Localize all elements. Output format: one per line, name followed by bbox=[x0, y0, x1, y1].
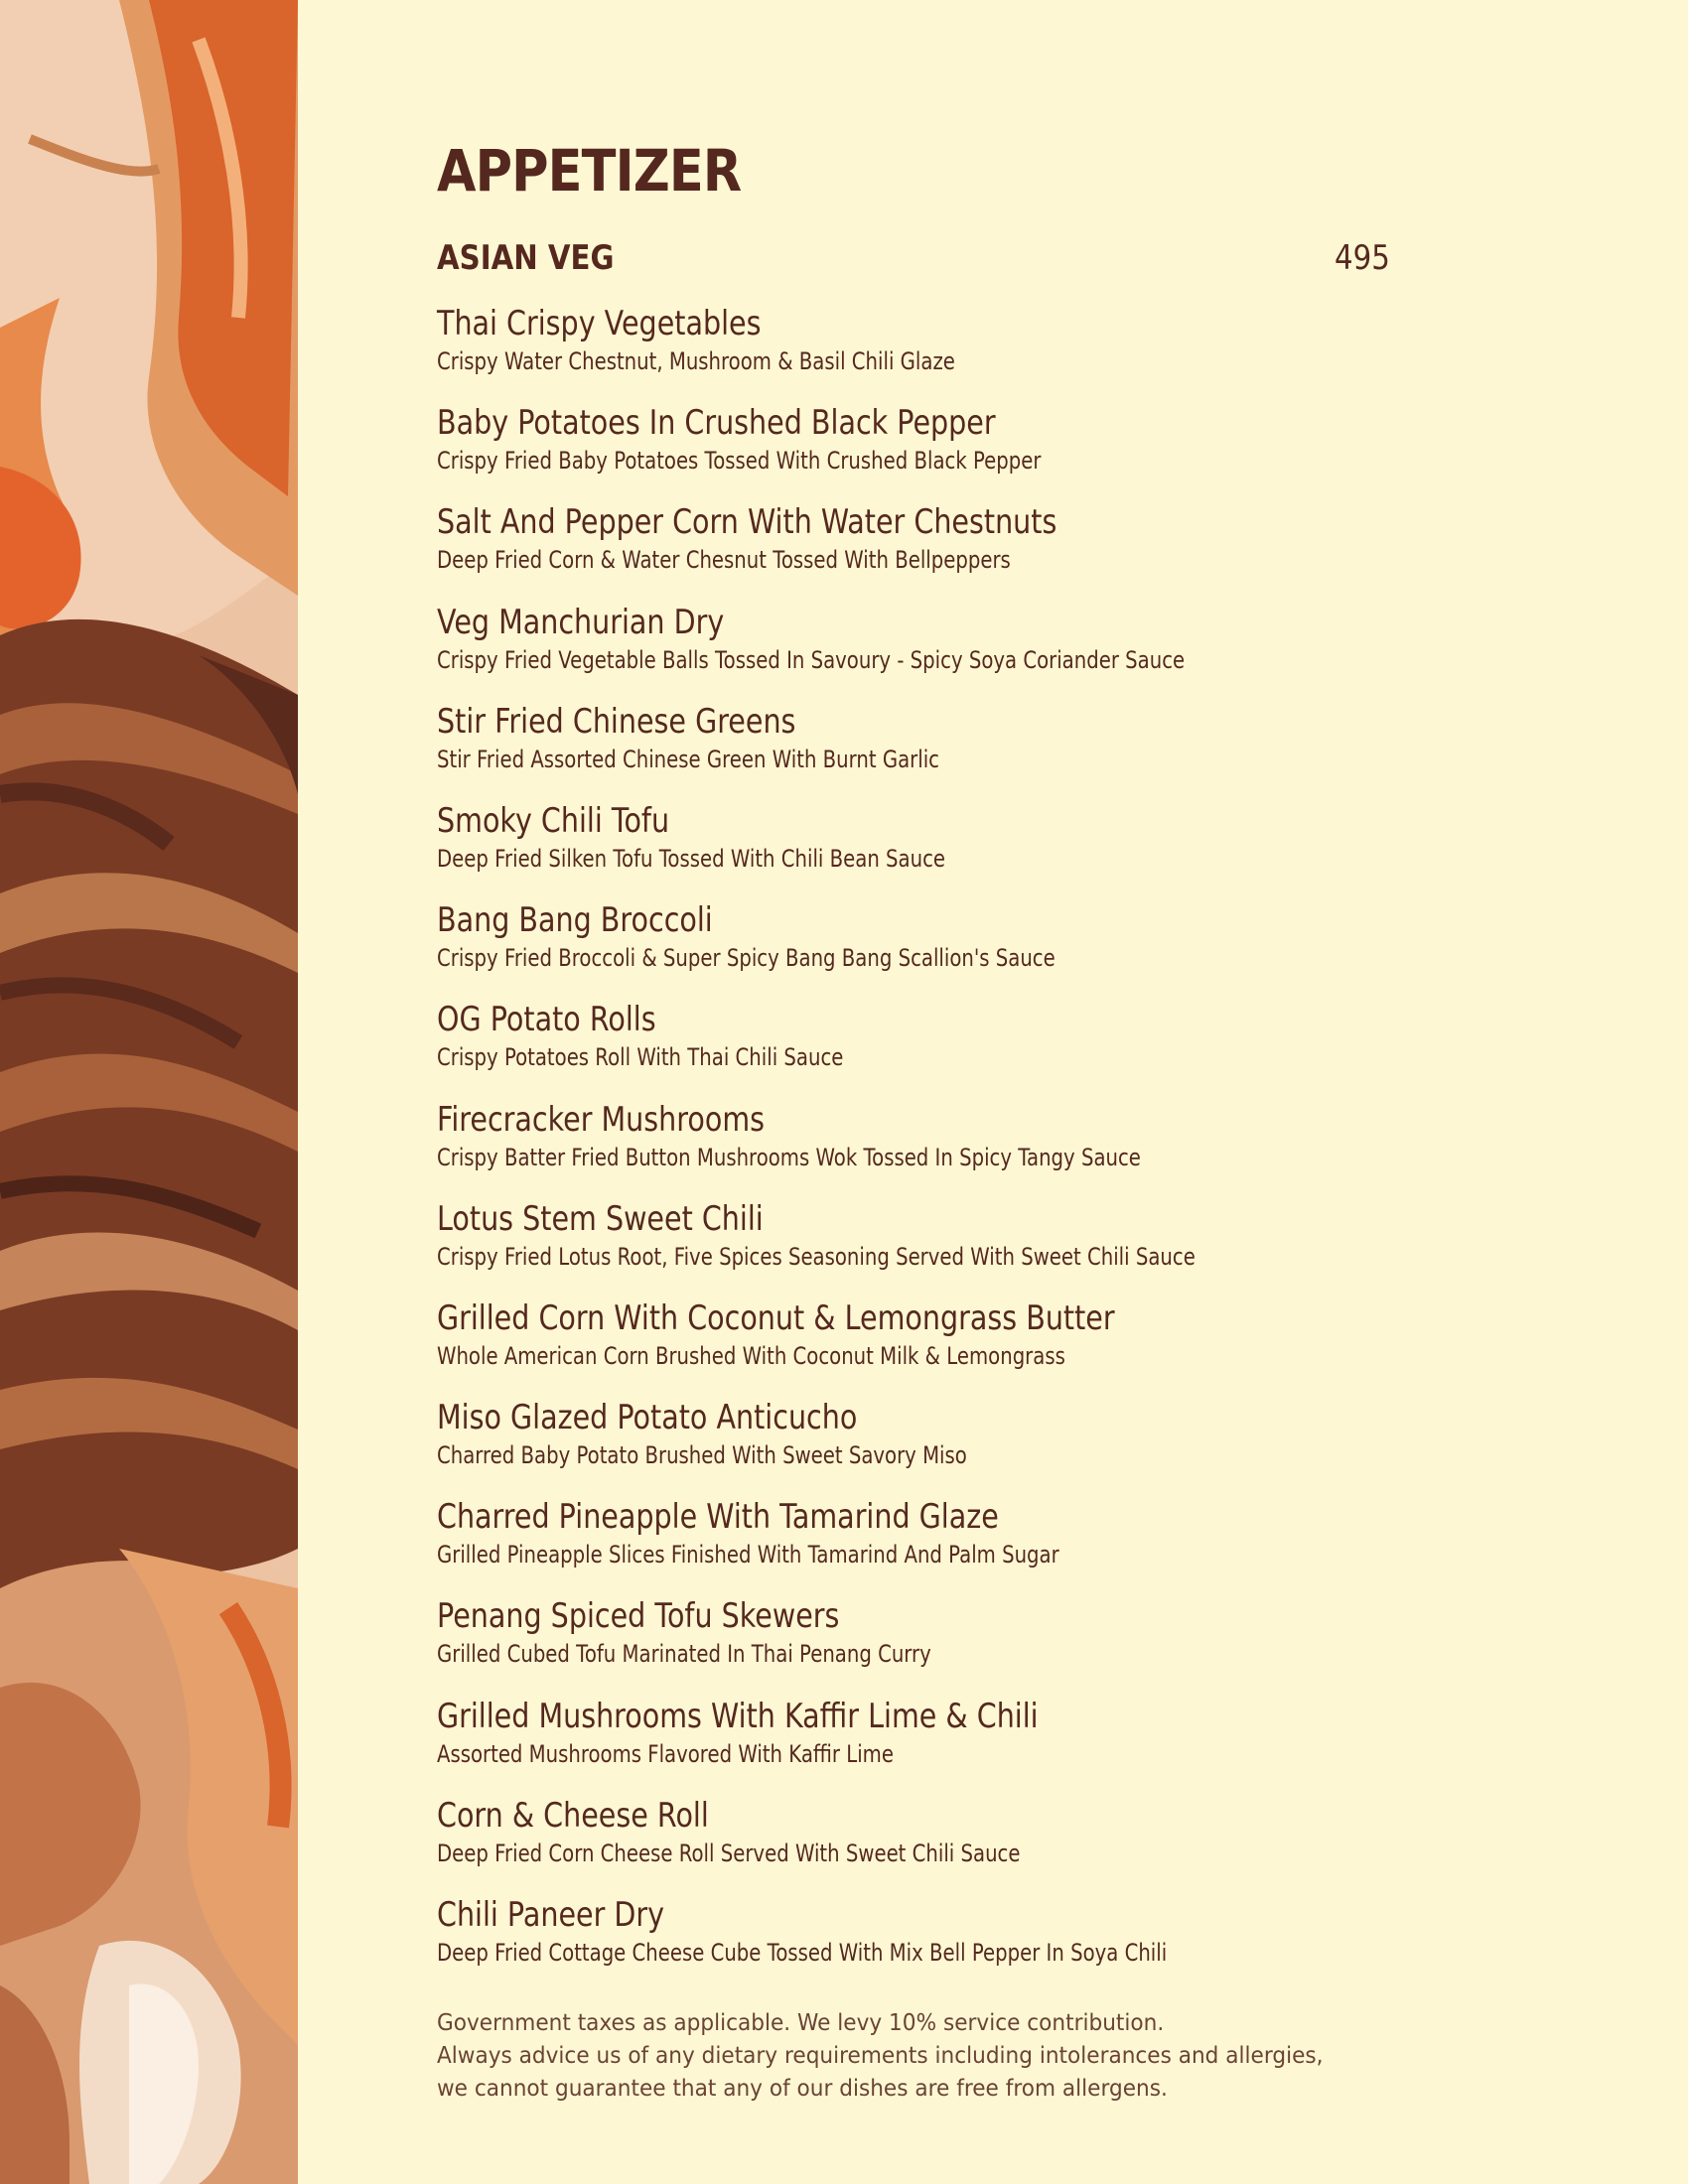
menu-item-name: Bang Bang Broccoli bbox=[437, 900, 713, 941]
menu-item bbox=[437, 1098, 1509, 1197]
menu-item bbox=[437, 1197, 1509, 1297]
menu-item bbox=[437, 1396, 1509, 1495]
menu-item-name: Grilled Corn With Coconut & Lemongrass Butter bbox=[437, 1297, 1115, 1338]
menu-item-name: Miso Glazed Potato Anticucho bbox=[437, 1398, 858, 1438]
menu-item-description: Crispy Potatoes Roll With Thai Chili Sauce bbox=[437, 1043, 844, 1072]
menu-item-name: Penang Spiced Tofu Skewers bbox=[437, 1596, 840, 1637]
menu-item-description: Stir Fried Assorted Chinese Green With Burnt Garlic bbox=[437, 745, 939, 773]
menu-item bbox=[437, 799, 1509, 898]
menu-item-name: Grilled Mushrooms With Kaffir Lime & Chili bbox=[437, 1696, 1039, 1736]
menu-item-name: Veg Manchurian Dry bbox=[437, 602, 725, 642]
menu-item-description: Crispy Fried Baby Potatoes Tossed With Crushed Black Pepper bbox=[437, 447, 1042, 476]
menu-item bbox=[437, 601, 1509, 700]
menu-item-name: Lotus Stem Sweet Chili bbox=[437, 1198, 764, 1239]
menu-item-name: Charred Pineapple With Tamarind Glaze bbox=[437, 1497, 999, 1538]
menu-item bbox=[437, 1695, 1509, 1794]
footer-notes bbox=[437, 2007, 1324, 2106]
menu-item bbox=[437, 1495, 1509, 1594]
menu-item-name: OG Potato Rolls bbox=[437, 1000, 656, 1040]
menu-item-name: Firecracker Mushrooms bbox=[437, 1099, 766, 1140]
menu-item-description: Crispy Fried Lotus Root, Five Spices Seasoning Served With Sweet Chili Sauce bbox=[437, 1242, 1196, 1271]
menu-item-name: Baby Potatoes In Crushed Black Pepper bbox=[437, 403, 996, 444]
menu-item-description: Grilled Pineapple Slices Finished With Tamarind And Palm Sugar bbox=[437, 1541, 1059, 1570]
menu-item-name: Stir Fried Chinese Greens bbox=[437, 701, 796, 742]
menu-item-description: Deep Fried Corn & Water Chesnut Tossed With Bellpeppers bbox=[437, 546, 1011, 575]
menu-item-name: Thai Crispy Vegetables bbox=[437, 304, 762, 343]
menu-item-list bbox=[437, 302, 1509, 1992]
allergen-disclaimer: we cannot guarantee that any of our dishes are free from allergens. bbox=[437, 2076, 1168, 2102]
menu-item-description: Charred Baby Potato Brushed With Sweet Savory Miso bbox=[437, 1441, 967, 1470]
menu-item-name: Corn & Cheese Roll bbox=[437, 1795, 709, 1836]
section-heading: ASIAN VEG bbox=[437, 238, 615, 278]
menu-item bbox=[437, 302, 1509, 401]
menu-item-description: Crispy Fried Broccoli & Super Spicy Bang Bang Scallion's Sauce bbox=[437, 944, 1055, 973]
decorative-artwork-panel bbox=[0, 0, 298, 2184]
menu-item-description: Deep Fried Silken Tofu Tossed With Chili Bean Sauce bbox=[437, 844, 946, 873]
menu-item bbox=[437, 1893, 1509, 1992]
section-price: 495 bbox=[1335, 238, 1390, 278]
menu-item-name: Chili Paneer Dry bbox=[437, 1895, 665, 1935]
menu-item bbox=[437, 998, 1509, 1097]
menu-item-name: Smoky Chili Tofu bbox=[437, 800, 670, 841]
menu-item bbox=[437, 1594, 1509, 1694]
menu-item bbox=[437, 500, 1509, 600]
menu-item-description: Deep Fried Cottage Cheese Cube Tossed With Mix Bell Pepper In Soya Chili bbox=[437, 1939, 1168, 1967]
menu-item-description: Deep Fried Corn Cheese Roll Served With Sweet Chili Sauce bbox=[437, 1839, 1021, 1867]
menu-item-description: Crispy Water Chestnut, Mushroom & Basil Chili Glaze bbox=[437, 347, 955, 375]
menu-item-description: Crispy Batter Fried Button Mushrooms Wok Tossed In Spicy Tangy Sauce bbox=[437, 1143, 1141, 1171]
allergy-note: Always advice us of any dietary requirements including intolerances and allergies, bbox=[437, 2043, 1324, 2069]
menu-item bbox=[437, 1794, 1509, 1893]
menu-item-description: Grilled Cubed Tofu Marinated In Thai Penang Curry bbox=[437, 1640, 931, 1669]
menu-item-name: Salt And Pepper Corn With Water Chestnuts bbox=[437, 502, 1057, 543]
menu-item bbox=[437, 401, 1509, 500]
menu-item bbox=[437, 1297, 1509, 1396]
menu-title: APPETIZER bbox=[437, 137, 742, 205]
menu-item-description: Whole American Corn Brushed With Coconut Milk & Lemongrass bbox=[437, 1341, 1065, 1370]
menu-item-description: Crispy Fried Vegetable Balls Tossed In Savoury - Spicy Soya Coriander Sauce bbox=[437, 645, 1186, 674]
menu-item bbox=[437, 898, 1509, 998]
menu-item-description: Assorted Mushrooms Flavored With Kaffir Lime bbox=[437, 1739, 894, 1768]
tax-note: Government taxes as applicable. We levy 10% service contribution. bbox=[437, 2010, 1165, 2036]
menu-item bbox=[437, 700, 1509, 799]
decorative-artwork bbox=[0, 0, 298, 2184]
